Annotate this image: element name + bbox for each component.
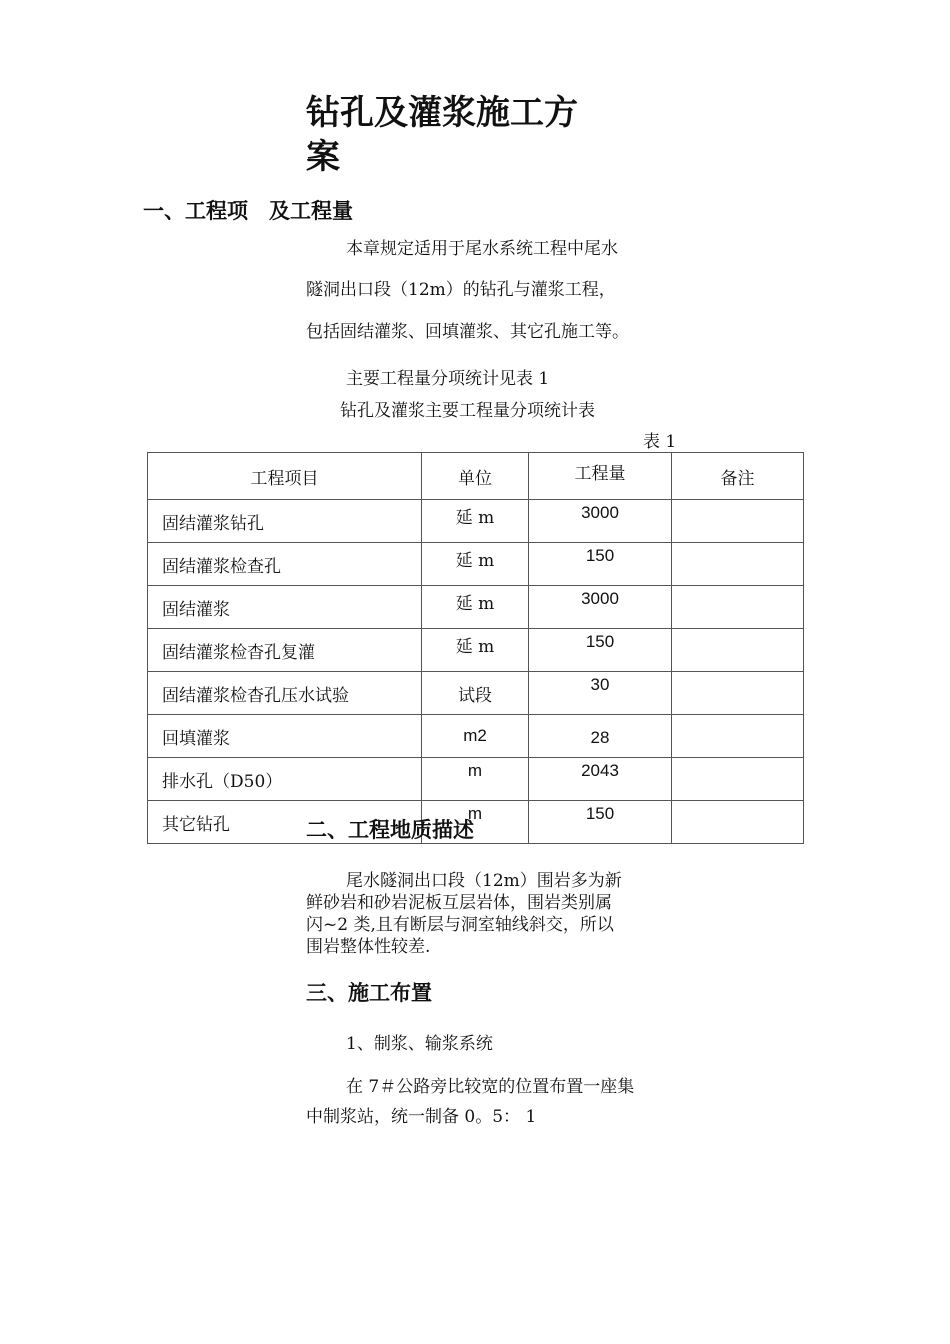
table-number: 表 1 <box>643 432 677 452</box>
section-2-line-4: 围岩整体性较差. <box>306 937 431 957</box>
cell-note <box>672 629 804 672</box>
cell-quantity: 3000 <box>529 500 672 543</box>
table-row <box>148 500 804 543</box>
page-title-line-1: 钻孔及灌浆施工方 <box>306 93 578 133</box>
cell-unit: m2 <box>422 715 529 758</box>
cell-note <box>672 801 804 844</box>
cell-note <box>672 672 804 715</box>
table-row <box>148 629 804 672</box>
cell-unit: m <box>422 801 529 844</box>
table-row <box>148 801 804 844</box>
cell-quantity: 150 <box>529 543 672 586</box>
section-1-paragraph-line-2: 隧洞出口段（12m）的钻孔与灌浆工程， <box>306 280 616 300</box>
cell-note <box>672 543 804 586</box>
cell-note <box>672 586 804 629</box>
section-3-line-2: 中制浆站，统一制备 0。5： 1 <box>306 1107 537 1127</box>
cell-item: 固结灌浆 <box>148 586 422 629</box>
header-item: 工程项目 <box>148 453 422 500</box>
cell-quantity: 2043 <box>529 758 672 801</box>
table-row <box>148 543 804 586</box>
table-caption: 钻孔及灌浆主要工程量分项统计表 <box>340 401 595 421</box>
table-row <box>148 586 804 629</box>
table-reference-text: 主要工程量分项统计见表 1 <box>346 369 550 389</box>
section-1-heading: 一、工程项 及工程量 <box>143 199 353 223</box>
section-2-line-3: 闪~2 类,且有断层与洞室轴线斜交，所以 <box>306 915 614 935</box>
cell-quantity: 3000 <box>529 586 672 629</box>
section-2-line-1: 尾水隧洞出口段（12m）围岩多为新 <box>346 871 622 891</box>
cell-note <box>672 715 804 758</box>
cell-note <box>672 758 804 801</box>
table-row <box>148 672 804 715</box>
section-2-heading: 二、工程地质描述 <box>306 818 474 842</box>
header-unit: 单位 <box>422 453 529 500</box>
cell-quantity: 150 <box>529 801 672 844</box>
table-row <box>148 758 804 801</box>
page-title-line-2: 案 <box>306 137 340 177</box>
quantity-table <box>147 452 804 844</box>
table-header-row <box>148 453 804 500</box>
section-3-heading: 三、施工布置 <box>306 981 432 1005</box>
cell-quantity: 28 <box>529 715 672 758</box>
cell-unit: 延 m <box>422 586 529 629</box>
cell-item: 固结灌浆钻孔 <box>148 500 422 543</box>
cell-unit: 延 m <box>422 543 529 586</box>
cell-note <box>672 500 804 543</box>
header-note: 备注 <box>672 453 804 500</box>
cell-unit: m <box>422 758 529 801</box>
section-1-paragraph-line-3: 包括固结灌浆、回填灌浆、其它孔施工等。 <box>306 322 629 342</box>
cell-unit: 试段 <box>422 672 529 715</box>
cell-item: 其它钻孔 <box>148 801 422 844</box>
cell-item: 固结灌浆检杳孔复灌 <box>148 629 422 672</box>
cell-unit: 延 m <box>422 629 529 672</box>
cell-item: 固结灌浆检查孔 <box>148 543 422 586</box>
cell-unit: 延 m <box>422 500 529 543</box>
cell-quantity: 30 <box>529 672 672 715</box>
cell-item: 排水孔（D50） <box>148 758 422 801</box>
table-row <box>148 715 804 758</box>
cell-item: 回填灌浆 <box>148 715 422 758</box>
section-2-line-2: 鲜砂岩和砂岩泥板互层岩体，围岩类别属 <box>306 893 612 913</box>
section-3-line-1: 在 7＃公路旁比较宽的位置布置一座集 <box>346 1077 635 1097</box>
header-quantity: 工程量 <box>529 453 672 500</box>
section-3-subheading: 1、制浆、输浆系统 <box>346 1034 493 1054</box>
section-1-paragraph-line-1: 本章规定适用于尾水系统工程中尾水 <box>346 239 618 259</box>
cell-quantity: 150 <box>529 629 672 672</box>
cell-item: 固结灌浆检杳孔压水试验 <box>148 672 422 715</box>
